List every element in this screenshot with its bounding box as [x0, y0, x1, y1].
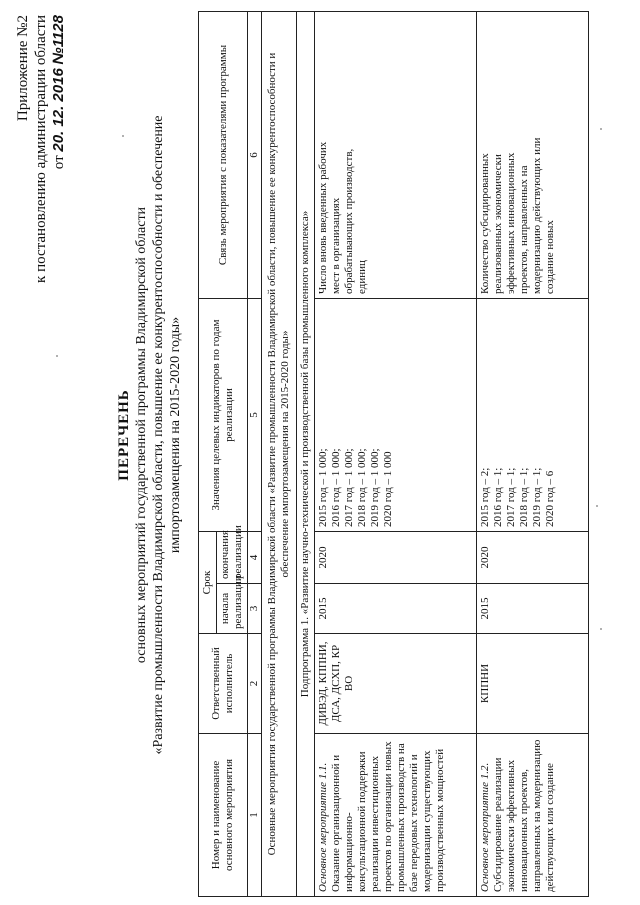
target-year-value: 2020 год – 1 000: [382, 451, 394, 527]
link-cell: Количество субсидированных реализованных экономически эффективных инновационных проектов, направленных на модернизацию действующих или создание новых: [477, 12, 589, 299]
scan-speck: [56, 355, 58, 357]
column-number: 1: [248, 734, 262, 897]
target-year-value: 2019 год – 1 000;: [369, 448, 381, 527]
link-cell: Число вновь введенных рабочих мест в организациях обрабатывающих производств, единиц: [315, 12, 477, 299]
column-number: 6: [248, 12, 262, 299]
column-number-row: [248, 12, 262, 897]
appendix-number: №1128: [50, 15, 67, 65]
measures-table: [198, 11, 589, 897]
column-number: 4: [248, 532, 262, 584]
target-year-value: 2017 год – 1 000;: [343, 448, 355, 527]
end-cell: 2020: [315, 532, 477, 584]
appendix-header: [14, 15, 68, 345]
appendix-date: 20. 12. 2016: [50, 68, 67, 152]
measure-text: Субсидирование реализации экономически эффективных инновационных проектов, направленных на модернизацию действующих или создание: [492, 739, 556, 892]
document-heading: [116, 85, 184, 785]
table-row: [315, 12, 477, 897]
header-term-start: начала реализации: [217, 584, 248, 634]
header-term-end: окончания реализации: [217, 532, 248, 584]
document-subtitle-line3: импортозамещения на 2015-2020 годы»: [168, 316, 183, 554]
target-year-value: 2017 год – 1;: [505, 467, 517, 527]
subprogram-row: [297, 12, 315, 897]
section-title: Основные мероприятия государственной программы Владимирской области «Развитие промышленности Владимирской области, повышение ее конкурентоспособности и обеспечение импортозамещения на 2015-2020 годы»: [262, 12, 297, 897]
column-number: 3: [248, 584, 262, 634]
target-year-value: 2018 год – 1;: [518, 467, 530, 527]
target-year-value: 2016 год – 1 000;: [330, 448, 342, 527]
appendix-resolution: к постановлению администрации области: [33, 15, 49, 283]
document-title: ПЕРЕЧЕНЬ: [116, 389, 132, 481]
appendix-date-prefix: от: [51, 155, 67, 170]
target-year-value: 2020 год – 6: [544, 470, 556, 527]
header-measure: Номер и наименование основного мероприятия: [199, 734, 248, 897]
header-executor: Ответственный исполнитель: [199, 634, 248, 734]
executor-cell: КППНИ: [477, 634, 589, 734]
scan-speck: [596, 505, 598, 507]
measure-cell: [315, 734, 477, 897]
scan-speck: [600, 628, 602, 630]
table-row: [477, 12, 589, 897]
header-targets: Значения целевых индикаторов по годам реализации: [199, 299, 248, 532]
target-year-value: 2015 год – 1 000;: [317, 448, 329, 527]
measure-text: Оказание организационной и информационно-консультационной поддержки реализации инвестиционных проектов по организации новых промышленных производств на базе передовых технологий и модернизации существующих производственных мощностей: [330, 741, 446, 892]
measure-cell: [477, 734, 589, 897]
appendix-date-line: [50, 15, 68, 345]
table-header-row: [199, 12, 217, 897]
document-subtitle-line2: «Развитие промышленности Владимирской области, повышение ее конкурентоспособности и обеспечение: [151, 115, 166, 755]
measure-label: Основное мероприятие 1.2.: [479, 762, 491, 892]
target-year-value: 2015 год – 2;: [479, 467, 491, 527]
column-number: 2: [248, 634, 262, 734]
scan-speck: [600, 128, 602, 130]
appendix-title: Приложение №2: [15, 15, 31, 122]
target-year-value: 2016 год – 1;: [492, 467, 504, 527]
targets-cell: [315, 299, 477, 532]
targets-cell: [477, 299, 589, 532]
column-number: 5: [248, 299, 262, 532]
document-subtitle-line1: основных мероприятий государственной программы Владимирской области: [134, 206, 149, 664]
end-cell: 2020: [477, 532, 589, 584]
header-link: Связь мероприятия с показателями программы: [199, 12, 248, 299]
start-cell: 2015: [477, 584, 589, 634]
target-year-value: 2018 год – 1 000;: [356, 448, 368, 527]
measure-label: Основное мероприятие 1.1.: [317, 762, 329, 892]
scan-speck: [122, 135, 124, 137]
executor-cell: ДИВЭД, КППНИ, ДСА, ДСХП, КР ВО: [315, 634, 477, 734]
header-term: Срок: [199, 532, 217, 634]
subprogram-title: Подпрограмма 1. «Развитие научно-технической и производственной базы промышленного комплекса»: [297, 12, 315, 897]
start-cell: 2015: [315, 584, 477, 634]
target-year-value: 2019 год – 1;: [531, 467, 543, 527]
section-title-row: [262, 12, 297, 897]
